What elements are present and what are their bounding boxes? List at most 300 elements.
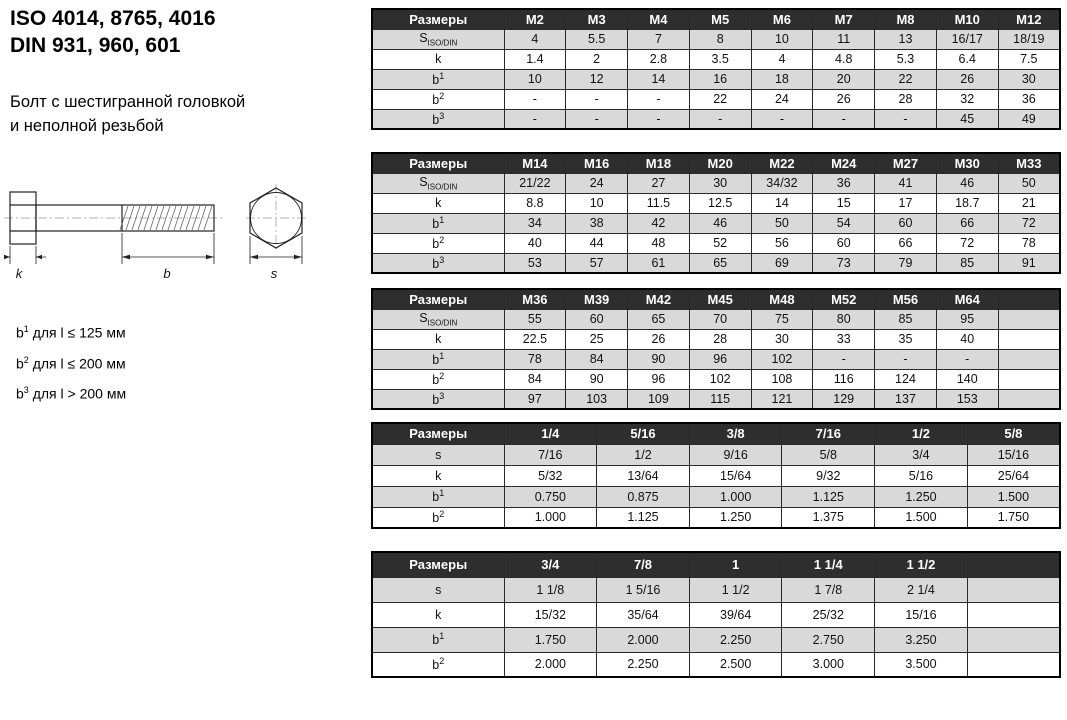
value-cell: 2 xyxy=(566,49,628,69)
value-cell: 1.250 xyxy=(875,486,968,507)
dimension-table-metric-sizes-m14-m33 xyxy=(371,152,1061,274)
value-cell: 53 xyxy=(504,253,566,273)
value-cell: 2.000 xyxy=(597,627,690,652)
row-label-cell xyxy=(372,89,504,109)
value-cell: 2.000 xyxy=(504,652,597,677)
size-header-cell: 3/8 xyxy=(689,423,782,444)
size-header-cell: 1 1/2 xyxy=(875,552,968,577)
value-cell: 18 xyxy=(751,69,813,89)
value-cell: 65 xyxy=(628,309,690,329)
value-cell: 69 xyxy=(751,253,813,273)
value-cell: 3.250 xyxy=(875,627,968,652)
dimension-table-inch-sizes-threequarters-to-oneandhalf xyxy=(371,551,1061,678)
row-label-cell xyxy=(372,109,504,129)
size-header-cell: 1/2 xyxy=(875,423,968,444)
footnote-b1 xyxy=(16,316,126,347)
table-row xyxy=(372,173,1060,193)
size-header-cell: M6 xyxy=(751,9,813,29)
value-cell: 1.000 xyxy=(504,507,597,528)
size-header-cell: M45 xyxy=(689,289,751,309)
size-header-cell: M24 xyxy=(813,153,875,173)
header-row xyxy=(372,153,1060,173)
size-header-cell: M16 xyxy=(566,153,628,173)
row-label-cell xyxy=(372,627,504,652)
value-cell: 11.5 xyxy=(628,193,690,213)
value-cell xyxy=(998,389,1060,409)
value-cell: 1.500 xyxy=(875,507,968,528)
value-cell: 108 xyxy=(751,369,813,389)
size-header-cell: M8 xyxy=(875,9,937,29)
value-cell xyxy=(967,577,1060,602)
size-header-cell: 1 1/4 xyxy=(782,552,875,577)
value-cell: 5.3 xyxy=(875,49,937,69)
row-label-cell xyxy=(372,233,504,253)
table-row xyxy=(372,193,1060,213)
value-cell: 30 xyxy=(751,329,813,349)
value-cell: - xyxy=(628,89,690,109)
value-cell: 1.125 xyxy=(782,486,875,507)
value-cell: 27 xyxy=(628,173,690,193)
size-header-cell: 1 xyxy=(689,552,782,577)
product-description xyxy=(10,90,245,138)
page-title xyxy=(10,5,216,59)
value-cell: 90 xyxy=(628,349,690,369)
size-header-cell: M64 xyxy=(936,289,998,309)
value-cell: 8 xyxy=(689,29,751,49)
value-cell: 18/19 xyxy=(998,29,1060,49)
value-cell xyxy=(998,329,1060,349)
footnote-symbol: b xyxy=(16,385,24,402)
value-cell xyxy=(967,627,1060,652)
value-cell: 1/2 xyxy=(597,444,690,465)
size-header-cell xyxy=(967,552,1060,577)
row-label-text: b xyxy=(432,93,440,108)
row-label-superscript: 2 xyxy=(439,90,445,101)
row-label-cell xyxy=(372,369,504,389)
value-cell: - xyxy=(566,89,628,109)
value-cell: 40 xyxy=(936,329,998,349)
dimension-label-s: s xyxy=(270,266,278,281)
value-cell: 90 xyxy=(566,369,628,389)
value-cell: 1.4 xyxy=(504,49,566,69)
value-cell: 0.875 xyxy=(597,486,690,507)
value-cell: 72 xyxy=(936,233,998,253)
table-row xyxy=(372,329,1060,349)
tables-area xyxy=(371,8,1061,678)
row-label-cell xyxy=(372,309,504,329)
value-cell: 3.500 xyxy=(875,652,968,677)
value-cell: 78 xyxy=(998,233,1060,253)
dimensions-column-header: Размеры xyxy=(372,423,504,444)
value-cell: 56 xyxy=(751,233,813,253)
row-label-text: b xyxy=(432,73,440,88)
value-cell: 3.000 xyxy=(782,652,875,677)
value-cell: 60 xyxy=(566,309,628,329)
value-cell: 60 xyxy=(813,233,875,253)
value-cell: 15/64 xyxy=(689,465,782,486)
value-cell: 2 1/4 xyxy=(875,577,968,602)
value-cell: 41 xyxy=(875,173,937,193)
dimensions-column-header: Размеры xyxy=(372,289,504,309)
footnote-superscript: 1 xyxy=(23,324,29,334)
value-cell: 1.000 xyxy=(689,486,782,507)
row-label-cell xyxy=(372,652,504,677)
size-header-cell: M52 xyxy=(813,289,875,309)
value-cell xyxy=(998,309,1060,329)
row-label-text: b xyxy=(432,256,440,271)
value-cell: 7/16 xyxy=(504,444,597,465)
table-row xyxy=(372,89,1060,109)
value-cell: 1 1/8 xyxy=(504,577,597,602)
value-cell: 2.8 xyxy=(628,49,690,69)
value-cell: 22 xyxy=(689,89,751,109)
value-cell: - xyxy=(504,109,566,129)
row-label-cell xyxy=(372,253,504,273)
value-cell: 3.5 xyxy=(689,49,751,69)
row-label-superscript: 1 xyxy=(439,631,445,642)
size-header-cell: 7/16 xyxy=(782,423,875,444)
size-header-cell: M2 xyxy=(504,9,566,29)
value-cell: 49 xyxy=(998,109,1060,129)
row-label-subscript: ISO/DIN xyxy=(427,38,458,48)
row-label-subscript: ISO/DIN xyxy=(427,182,458,192)
value-cell: 96 xyxy=(689,349,751,369)
row-label-text: b xyxy=(432,511,440,526)
value-cell: 7 xyxy=(628,29,690,49)
row-label-text: k xyxy=(435,607,442,622)
value-cell: 0.750 xyxy=(504,486,597,507)
value-cell: 9/32 xyxy=(782,465,875,486)
value-cell: 25 xyxy=(566,329,628,349)
row-label-text: b xyxy=(432,633,440,648)
value-cell: 103 xyxy=(566,389,628,409)
value-cell: 85 xyxy=(875,309,937,329)
value-cell: 24 xyxy=(566,173,628,193)
value-cell: 36 xyxy=(998,89,1060,109)
table-row xyxy=(372,627,1060,652)
value-cell: 36 xyxy=(813,173,875,193)
row-label-text: S xyxy=(419,30,428,45)
value-cell: 5/8 xyxy=(782,444,875,465)
value-cell: 75 xyxy=(751,309,813,329)
row-label-superscript: 1 xyxy=(439,214,445,225)
dimensions-column-header: Размеры xyxy=(372,552,504,577)
value-cell: 22.5 xyxy=(504,329,566,349)
footnote-text: для l ≤ 125 мм xyxy=(32,324,126,341)
value-cell: 30 xyxy=(689,173,751,193)
row-label-superscript: 3 xyxy=(439,110,445,121)
product-description-line2: и неполной резьбой xyxy=(10,117,164,135)
value-cell: 25/64 xyxy=(967,465,1060,486)
row-label-cell xyxy=(372,444,504,465)
table-row xyxy=(372,389,1060,409)
row-label-text: b xyxy=(432,392,440,407)
value-cell: 1.750 xyxy=(504,627,597,652)
table-row xyxy=(372,109,1060,129)
value-cell: 140 xyxy=(936,369,998,389)
size-header-cell: M33 xyxy=(998,153,1060,173)
value-cell: 44 xyxy=(566,233,628,253)
iso-standards-title: ISO 4014, 8765, 4016 xyxy=(10,7,216,30)
value-cell: 124 xyxy=(875,369,937,389)
value-cell: 9/16 xyxy=(689,444,782,465)
value-cell: 5.5 xyxy=(566,29,628,49)
table-row xyxy=(372,233,1060,253)
value-cell: - xyxy=(813,349,875,369)
row-label-cell xyxy=(372,507,504,528)
table-row xyxy=(372,602,1060,627)
row-label-cell xyxy=(372,329,504,349)
dimension-table-metric-sizes-m2-m12 xyxy=(371,8,1061,130)
value-cell: 12.5 xyxy=(689,193,751,213)
value-cell: 24 xyxy=(751,89,813,109)
value-cell: 16/17 xyxy=(936,29,998,49)
value-cell: 66 xyxy=(936,213,998,233)
value-cell: 34/32 xyxy=(751,173,813,193)
size-header-cell: 5/8 xyxy=(967,423,1060,444)
table-row xyxy=(372,213,1060,233)
size-header-cell: M30 xyxy=(936,153,998,173)
value-cell xyxy=(998,369,1060,389)
table-row xyxy=(372,652,1060,677)
value-cell: 45 xyxy=(936,109,998,129)
size-header-cell: M20 xyxy=(689,153,751,173)
value-cell: 15 xyxy=(813,193,875,213)
size-header-cell: M14 xyxy=(504,153,566,173)
footnote-symbol: b xyxy=(16,355,24,372)
value-cell: 13/64 xyxy=(597,465,690,486)
row-label-superscript: 1 xyxy=(439,350,445,361)
value-cell: 28 xyxy=(689,329,751,349)
value-cell: 35/64 xyxy=(597,602,690,627)
value-cell: 2.750 xyxy=(782,627,875,652)
value-cell: 72 xyxy=(998,213,1060,233)
value-cell: 1.125 xyxy=(597,507,690,528)
row-label-text: k xyxy=(435,196,442,210)
size-header-cell: M36 xyxy=(504,289,566,309)
value-cell: 39/64 xyxy=(689,602,782,627)
value-cell xyxy=(998,349,1060,369)
value-cell: 50 xyxy=(751,213,813,233)
row-label-text: b xyxy=(432,112,440,127)
value-cell: 26 xyxy=(813,89,875,109)
value-cell: 1.500 xyxy=(967,486,1060,507)
row-label-superscript: 3 xyxy=(439,254,445,265)
value-cell: - xyxy=(813,109,875,129)
value-cell: 34 xyxy=(504,213,566,233)
row-label-cell xyxy=(372,577,504,602)
value-cell: - xyxy=(628,109,690,129)
value-cell: 97 xyxy=(504,389,566,409)
size-header-cell: M5 xyxy=(689,9,751,29)
row-label-text: b xyxy=(432,353,440,368)
row-label-cell xyxy=(372,193,504,213)
header-row xyxy=(372,289,1060,309)
value-cell: 91 xyxy=(998,253,1060,273)
row-label-text: b xyxy=(432,237,440,252)
row-label-text: S xyxy=(419,174,428,189)
table-row xyxy=(372,369,1060,389)
value-cell: 2.250 xyxy=(597,652,690,677)
row-label-text: s xyxy=(435,582,442,597)
value-cell: 5/16 xyxy=(875,465,968,486)
row-label-text: S xyxy=(419,310,428,325)
footnote-superscript: 2 xyxy=(23,354,29,365)
value-cell: 4.8 xyxy=(813,49,875,69)
din-standards-title: DIN 931, 960, 601 xyxy=(10,34,181,57)
bolt-side-view xyxy=(4,192,222,281)
size-header-cell: M39 xyxy=(566,289,628,309)
value-cell: 109 xyxy=(628,389,690,409)
value-cell: 16 xyxy=(689,69,751,89)
value-cell: 84 xyxy=(566,349,628,369)
value-cell: 15/32 xyxy=(504,602,597,627)
value-cell: 46 xyxy=(936,173,998,193)
value-cell: 61 xyxy=(628,253,690,273)
row-label-text: k xyxy=(435,468,442,483)
size-header-cell: 7/8 xyxy=(597,552,690,577)
row-label-cell xyxy=(372,69,504,89)
bolt-end-view xyxy=(246,184,306,281)
value-cell: 1 5/16 xyxy=(597,577,690,602)
size-header-cell: M42 xyxy=(628,289,690,309)
header-row xyxy=(372,423,1060,444)
value-cell: 79 xyxy=(875,253,937,273)
size-header-cell: M10 xyxy=(936,9,998,29)
table-row xyxy=(372,444,1060,465)
row-label-superscript: 2 xyxy=(439,509,445,520)
value-cell: 42 xyxy=(628,213,690,233)
table-row xyxy=(372,309,1060,329)
value-cell: 38 xyxy=(566,213,628,233)
value-cell: 21/22 xyxy=(504,173,566,193)
hex-centerlines xyxy=(246,184,306,252)
value-cell: - xyxy=(875,349,937,369)
size-header-cell xyxy=(998,289,1060,309)
header-row xyxy=(372,552,1060,577)
value-cell: 12 xyxy=(566,69,628,89)
row-label-cell xyxy=(372,213,504,233)
row-label-cell xyxy=(372,49,504,69)
value-cell: 10 xyxy=(504,69,566,89)
value-cell: 95 xyxy=(936,309,998,329)
row-label-cell xyxy=(372,173,504,193)
value-cell: 129 xyxy=(813,389,875,409)
value-cell: 21 xyxy=(998,193,1060,213)
row-label-superscript: 2 xyxy=(439,234,445,245)
size-header-cell: 1/4 xyxy=(504,423,597,444)
value-cell: 137 xyxy=(875,389,937,409)
value-cell: 4 xyxy=(751,49,813,69)
size-header-cell: M3 xyxy=(566,9,628,29)
value-cell: 8.8 xyxy=(504,193,566,213)
value-cell: 1 7/8 xyxy=(782,577,875,602)
value-cell: 54 xyxy=(813,213,875,233)
value-cell: 84 xyxy=(504,369,566,389)
value-cell: 11 xyxy=(813,29,875,49)
table-row xyxy=(372,486,1060,507)
product-description-line1: Болт с шестигранной головкой xyxy=(10,93,246,111)
value-cell: 2.250 xyxy=(689,627,782,652)
value-cell: 80 xyxy=(813,309,875,329)
value-cell: 4 xyxy=(504,29,566,49)
row-label-cell xyxy=(372,389,504,409)
value-cell: 2.500 xyxy=(689,652,782,677)
value-cell: 40 xyxy=(504,233,566,253)
bolt-drawing xyxy=(4,184,334,284)
row-label-text: b xyxy=(432,490,440,505)
value-cell: 70 xyxy=(689,309,751,329)
value-cell: 115 xyxy=(689,389,751,409)
value-cell: 18.7 xyxy=(936,193,998,213)
value-cell: 1.750 xyxy=(967,507,1060,528)
value-cell: 73 xyxy=(813,253,875,273)
value-cell: - xyxy=(936,349,998,369)
dimension-table-metric-sizes-m36-m64 xyxy=(371,288,1061,410)
value-cell: 26 xyxy=(628,329,690,349)
row-label-text: s xyxy=(435,447,442,462)
footnote-superscript: 3 xyxy=(23,385,29,396)
value-cell: 28 xyxy=(875,89,937,109)
value-cell: 153 xyxy=(936,389,998,409)
table-row xyxy=(372,69,1060,89)
table-row xyxy=(372,49,1060,69)
value-cell: - xyxy=(504,89,566,109)
value-cell: 22 xyxy=(875,69,937,89)
size-header-cell: M18 xyxy=(628,153,690,173)
value-cell xyxy=(967,602,1060,627)
row-label-text: b xyxy=(432,217,440,232)
value-cell: 96 xyxy=(628,369,690,389)
size-header-cell: 5/16 xyxy=(597,423,690,444)
table-row xyxy=(372,507,1060,528)
value-cell: 50 xyxy=(998,173,1060,193)
size-header-cell: 3/4 xyxy=(504,552,597,577)
table-row xyxy=(372,253,1060,273)
size-header-cell: M48 xyxy=(751,289,813,309)
row-label-text: k xyxy=(435,52,442,66)
value-cell: 15/16 xyxy=(875,602,968,627)
value-cell: 116 xyxy=(813,369,875,389)
value-cell: - xyxy=(689,109,751,129)
value-cell: 33 xyxy=(813,329,875,349)
table-row xyxy=(372,465,1060,486)
value-cell: 52 xyxy=(689,233,751,253)
value-cell: 78 xyxy=(504,349,566,369)
value-cell: 55 xyxy=(504,309,566,329)
value-cell xyxy=(967,652,1060,677)
row-label-superscript: 1 xyxy=(439,70,445,81)
value-cell: - xyxy=(875,109,937,129)
row-label-text: b xyxy=(432,658,440,673)
dimension-label-k: k xyxy=(15,266,23,281)
value-cell: 14 xyxy=(751,193,813,213)
dimensions-column-header: Размеры xyxy=(372,153,504,173)
row-label-cell xyxy=(372,29,504,49)
footnote-b3 xyxy=(16,377,126,408)
value-cell: 1 1/2 xyxy=(689,577,782,602)
size-header-cell: M22 xyxy=(751,153,813,173)
value-cell: 57 xyxy=(566,253,628,273)
row-label-cell xyxy=(372,602,504,627)
value-cell: 121 xyxy=(751,389,813,409)
thread-length-notes xyxy=(16,316,126,408)
value-cell: 15/16 xyxy=(967,444,1060,465)
value-cell: 65 xyxy=(689,253,751,273)
row-label-superscript: 3 xyxy=(439,390,445,401)
value-cell: 85 xyxy=(936,253,998,273)
value-cell: 60 xyxy=(875,213,937,233)
